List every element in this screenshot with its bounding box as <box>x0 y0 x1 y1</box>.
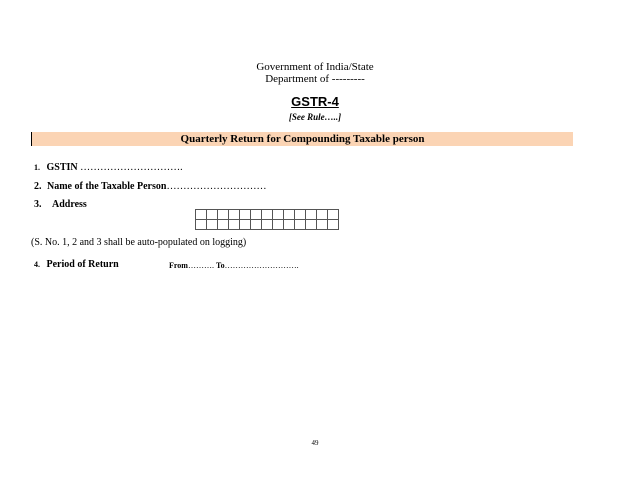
to-label: To <box>215 261 225 270</box>
gstin-field[interactable]: …………………………. <box>80 162 183 173</box>
taxpayer-name-number: 2. <box>34 181 42 192</box>
address-grid-cell[interactable] <box>273 210 284 220</box>
taxpayer-name-label: Name of the Taxable Person <box>47 181 167 192</box>
address-grid-cell[interactable] <box>306 220 317 230</box>
address-label: Address <box>52 199 87 210</box>
address-grid-cell[interactable] <box>229 220 240 230</box>
government-line: Government of India/State <box>256 61 374 73</box>
period-label: Period of Return <box>46 259 119 270</box>
address-grid-cell[interactable] <box>317 210 328 220</box>
period-row <box>34 258 299 271</box>
address-grid-cell[interactable] <box>251 210 262 220</box>
address-grid-cell[interactable] <box>218 220 229 230</box>
form-title: GSTR-4 <box>291 94 339 109</box>
address-grid-cell[interactable] <box>328 210 339 220</box>
address-grid-cell[interactable] <box>207 210 218 220</box>
address-grid-cell[interactable] <box>295 220 306 230</box>
autopopulate-note: (S. No. 1, 2 and 3 shall be auto-populated on logging) <box>31 237 247 248</box>
address-row <box>34 198 87 211</box>
section-banner: Quarterly Return for Compounding Taxable person <box>31 132 573 146</box>
address-grid-cell[interactable] <box>207 220 218 230</box>
period-from-to <box>169 259 299 272</box>
address-grid-cell[interactable] <box>240 220 251 230</box>
address-grid-cell[interactable] <box>306 210 317 220</box>
address-grid-cell[interactable] <box>317 220 328 230</box>
period-number: 4. <box>34 260 40 269</box>
from-label: From <box>169 261 188 270</box>
address-grid-row <box>196 210 339 220</box>
page-number: 49 <box>311 439 319 447</box>
address-grid-cell[interactable] <box>284 210 295 220</box>
address-grid-cell[interactable] <box>262 220 273 230</box>
address-grid-cell[interactable] <box>196 220 207 230</box>
address-grid-cell[interactable] <box>196 210 207 220</box>
gstin-row <box>34 161 183 174</box>
address-grid-cell[interactable] <box>273 220 284 230</box>
address-grid-cell[interactable] <box>328 220 339 230</box>
address-grid-cell[interactable] <box>262 210 273 220</box>
address-number: 3. <box>34 199 42 210</box>
see-rule-note: [See Rule…..] <box>288 112 342 122</box>
address-grid-cell[interactable] <box>240 210 251 220</box>
address-grid-cell[interactable] <box>218 210 229 220</box>
address-grid-cell[interactable] <box>295 210 306 220</box>
address-grid-cell[interactable] <box>229 210 240 220</box>
from-field[interactable]: ………. <box>187 261 216 270</box>
gstin-label: GSTIN <box>46 162 78 173</box>
taxpayer-name-field[interactable]: ………………………… <box>166 181 267 192</box>
address-grid <box>195 209 339 230</box>
address-grid-cell[interactable] <box>284 220 295 230</box>
address-grid-cell[interactable] <box>251 220 262 230</box>
address-grid-row <box>196 220 339 230</box>
taxpayer-name-row <box>34 180 266 193</box>
to-field[interactable]: ………………………. <box>224 261 299 270</box>
department-line: Department of --------- <box>265 73 365 85</box>
gstin-number: 1. <box>34 163 40 172</box>
